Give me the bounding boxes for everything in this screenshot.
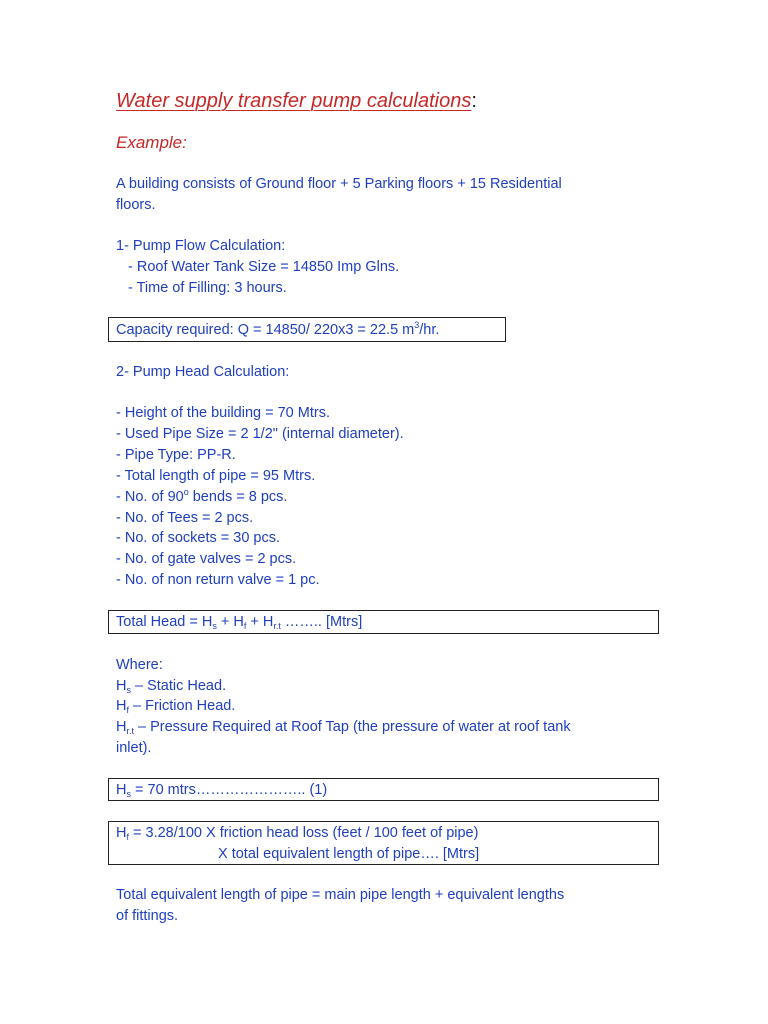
hf-box-text: = 3.28/100 X friction head loss (feet / 100 feet of pipe) bbox=[129, 825, 479, 841]
hf-symbol: H bbox=[116, 698, 127, 714]
th-part: + H bbox=[246, 614, 274, 630]
hs-box bbox=[108, 778, 659, 801]
hf-formula-line-1 bbox=[116, 823, 478, 843]
hrt-symbol: H bbox=[116, 719, 127, 735]
total-head-box bbox=[108, 610, 659, 634]
head-item: - No. of Tees = 2 pcs. bbox=[116, 510, 254, 526]
capacity-text: Capacity required: Q = 14850/ 220x3 = 22.5 m bbox=[116, 322, 415, 338]
where-hf bbox=[116, 696, 235, 716]
flow-item-tank-size: - Roof Water Tank Size = 14850 Imp Glns. bbox=[128, 259, 400, 275]
head-item: - No. of non return valve = 1 pc. bbox=[116, 572, 320, 588]
th-sub: f bbox=[243, 621, 247, 631]
hs-formula bbox=[116, 780, 327, 800]
hf-box-sub: f bbox=[126, 832, 129, 842]
th-part: …….. [Mtrs] bbox=[280, 614, 363, 630]
th-sub: r.t bbox=[273, 621, 281, 631]
capacity-unit: /hr. bbox=[419, 322, 440, 338]
document-title bbox=[116, 90, 477, 113]
hrt-definition: – Pressure Required at Roof Tap (the pressure of water at roof tank bbox=[134, 719, 571, 735]
capacity-superscript: 3 bbox=[414, 320, 420, 330]
hf-formula-line-2: X total equivalent length of pipe…. [Mtrs] bbox=[218, 846, 480, 862]
head-item: - Used Pipe Size = 2 1/2" (internal diameter). bbox=[116, 426, 404, 442]
th-sub: s bbox=[212, 621, 217, 631]
bends-text: - No. of 90 bbox=[116, 489, 184, 505]
th-part: + H bbox=[216, 614, 244, 630]
head-item-bends bbox=[116, 487, 287, 507]
capacity-formula bbox=[116, 320, 439, 340]
hf-definition: – Friction Head. bbox=[129, 698, 236, 714]
where-hs bbox=[116, 676, 226, 696]
hs-box-sub: s bbox=[126, 789, 131, 799]
head-item: - Pipe Type: PP-R. bbox=[116, 447, 236, 463]
flow-item-filling-time: - Time of Filling: 3 hours. bbox=[128, 280, 287, 296]
example-label: Example: bbox=[116, 133, 187, 152]
where-hrt-continued: inlet). bbox=[116, 740, 152, 756]
intro-line-1: A building consists of Ground floor + 5 Parking floors + 15 Residential bbox=[116, 176, 562, 192]
where-label: Where: bbox=[116, 657, 163, 673]
equiv-line-1: Total equivalent length of pipe = main pipe length + equivalent lengths bbox=[116, 887, 565, 903]
head-item: - No. of sockets = 30 pcs. bbox=[116, 530, 281, 546]
where-hrt bbox=[116, 717, 571, 737]
title-text: Water supply transfer pump calculations bbox=[116, 90, 472, 112]
hs-symbol: H bbox=[116, 678, 127, 694]
hs-box-text: = 70 mtrs………………….. (1) bbox=[130, 782, 328, 798]
head-item: - Height of the building = 70 Mtrs. bbox=[116, 405, 330, 421]
bends-count: bends = 8 pcs. bbox=[188, 489, 288, 505]
hrt-sub: r.t bbox=[126, 726, 134, 736]
equiv-line-2: of fittings. bbox=[116, 908, 179, 924]
capacity-box bbox=[108, 317, 506, 342]
hs-box-symbol: H bbox=[116, 782, 127, 798]
hf-box-symbol: H bbox=[116, 825, 127, 841]
th-part: Total Head = H bbox=[116, 614, 213, 630]
hs-sub: s bbox=[126, 685, 131, 695]
flow-heading: 1- Pump Flow Calculation: bbox=[116, 238, 286, 254]
degree-superscript: o bbox=[183, 487, 189, 497]
head-item: - No. of gate valves = 2 pcs. bbox=[116, 551, 297, 567]
hf-box bbox=[108, 821, 659, 865]
head-heading: 2- Pump Head Calculation: bbox=[116, 364, 290, 380]
head-item: - Total length of pipe = 95 Mtrs. bbox=[116, 468, 316, 484]
title-colon: : bbox=[471, 90, 477, 112]
intro-line-2: floors. bbox=[116, 197, 156, 213]
hf-sub: f bbox=[126, 705, 129, 715]
hs-definition: – Static Head. bbox=[130, 678, 227, 694]
total-head-formula bbox=[116, 612, 362, 632]
